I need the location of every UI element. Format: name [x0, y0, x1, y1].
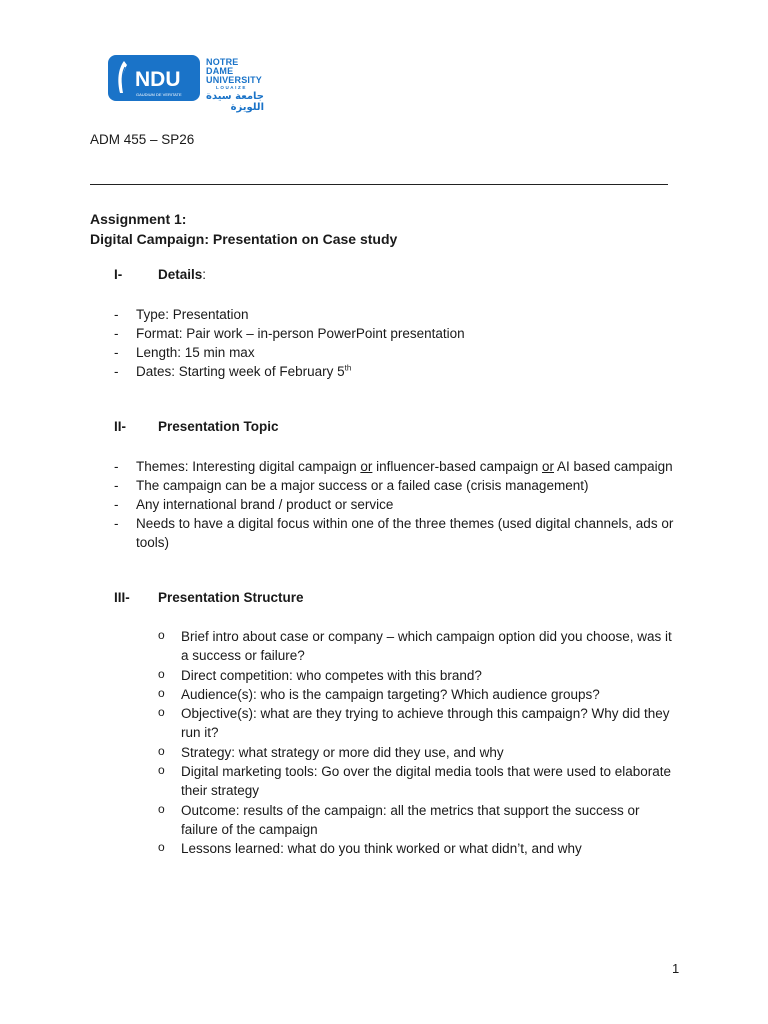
list-item: - Length: 15 min max	[114, 343, 684, 362]
themes-text-2: influencer-based campaign	[372, 459, 542, 474]
list-item: - Needs to have a digital focus within one of the three themes (used digital channels, ads or tools)	[114, 514, 684, 552]
list-item: - Format: Pair work – in-person PowerPoint presentation	[114, 324, 684, 343]
list-item: o Audience(s): who is the campaign targeting? Which audience groups?	[158, 685, 678, 704]
logo-wordmark	[206, 58, 264, 113]
logo-arabic-line1: جامعة سيدة	[206, 91, 264, 102]
list-item: - Type: Presentation	[114, 305, 684, 324]
list-item: o Objective(s): what are they trying to achieve through this campaign? Why did they run it?	[158, 704, 678, 743]
list-item: o Lessons learned: what do you think worked or what didn’t, and why	[158, 839, 678, 858]
logo-location: LOUAIZE	[216, 85, 247, 90]
dates-text: Dates: Starting week of February 5	[136, 364, 345, 379]
list-item: o Strategy: what strategy or more did they use, and why	[158, 743, 678, 762]
list-item: - The campaign can be a major success or a failed case (crisis management)	[114, 476, 684, 495]
section-1-title: Details	[158, 267, 203, 282]
list-item-themes	[114, 457, 684, 476]
logo-mark: NDU	[135, 68, 181, 91]
details-list	[114, 305, 684, 381]
page-number: 1	[672, 961, 680, 976]
section-2-title: Presentation Topic	[158, 419, 279, 434]
assignment-title-line1: Assignment 1:	[90, 211, 187, 227]
list-item	[114, 362, 684, 381]
section-3-title: Presentation Structure	[158, 590, 304, 605]
assignment-title	[90, 209, 397, 249]
list-item: - Any international brand / product or service	[114, 495, 684, 514]
themes-or-1: or	[360, 459, 373, 474]
dates-superscript: th	[344, 363, 352, 373]
horizontal-divider	[90, 184, 668, 185]
themes-text-1: Themes: Interesting digital campaign	[136, 459, 361, 474]
topic-list	[114, 457, 684, 552]
list-item: o Digital marketing tools: Go over the digital media tools that were used to elaborate their strategy	[158, 762, 678, 801]
section-2-number: II-	[114, 419, 126, 434]
structure-list	[158, 627, 678, 859]
cedar-emblem-icon	[108, 55, 200, 101]
section-1-heading	[158, 267, 206, 282]
logo-name-line2: UNIVERSITY	[206, 75, 263, 85]
assignment-title-line2: Digital Campaign: Presentation on Case study	[90, 231, 398, 247]
list-item: o Direct competition: who competes with this brand?	[158, 666, 678, 685]
section-1-colon: :	[202, 267, 207, 282]
list-item: o Brief intro about case or company – which campaign option did you choose, was it a success or failure?	[158, 627, 678, 666]
logo-name-line1: NOTRE DAME	[206, 57, 239, 76]
course-code: ADM 455 – SP26	[90, 132, 195, 147]
themes-or-2: or	[542, 459, 555, 474]
themes-text-3: AI based campaign	[554, 459, 673, 474]
logo-badge	[108, 55, 200, 101]
list-item: o Outcome: results of the campaign: all the metrics that support the success or failure of the campaign	[158, 801, 678, 840]
logo-motto: GAUDIUM DE VERITATE	[136, 92, 182, 97]
section-3-number: III-	[114, 590, 130, 605]
logo-arabic-line2: اللويزة	[230, 102, 264, 113]
university-logo	[108, 55, 264, 113]
section-1-number: I-	[114, 267, 123, 282]
